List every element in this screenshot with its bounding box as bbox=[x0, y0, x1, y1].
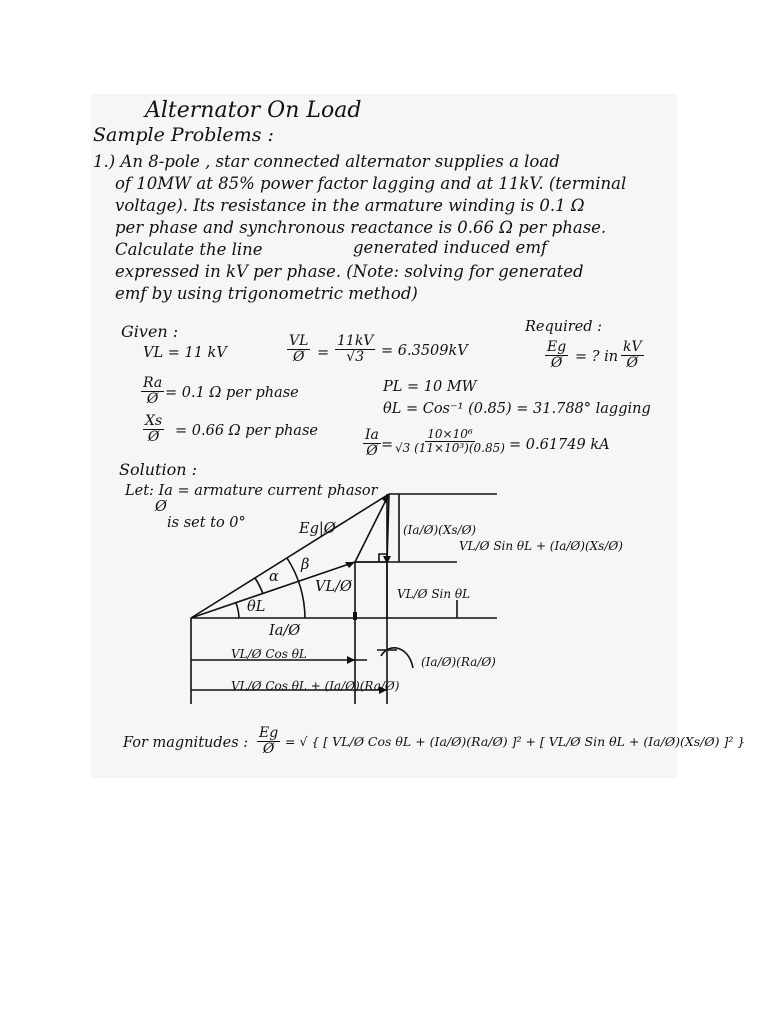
problem-line-6: expressed in kV per phase. (Note: solving for generated bbox=[115, 262, 584, 281]
vl-sin-plus-label: VL/Ø Sin θL + (Ia/Ø)(Xs/Ø) bbox=[459, 539, 623, 553]
given-vphase-result: = 6.3509kV bbox=[381, 343, 468, 359]
vl-phasor-label: VL/Ø bbox=[315, 579, 352, 595]
given-label: Given : bbox=[121, 322, 179, 341]
required-unit-fraction: $\frac{kV}{Ø}$ bbox=[623, 339, 642, 371]
required-eg-fraction: $\frac{Eg}{Ø}$ bbox=[547, 339, 567, 371]
problem-line-3: voltage). Its resistance in the armature winding is 0.1 Ω bbox=[115, 196, 585, 215]
problem-line-5b: generated induced emf bbox=[353, 238, 548, 257]
cos-arrowhead bbox=[347, 656, 355, 664]
solution-let-den: Ø bbox=[155, 499, 167, 515]
given-vl: VL = 11 kV bbox=[143, 345, 227, 361]
vl-cos-plus-label: VL/Ø Cos θL + (Ia/Ø)(Ra/Ø) bbox=[231, 679, 400, 693]
solution-let-line: Let: Ia = armature current phasor bbox=[125, 483, 378, 499]
phasor-diagram bbox=[91, 94, 677, 778]
vl-foot-marker bbox=[353, 612, 357, 620]
required-eg-text: = ? in bbox=[575, 349, 619, 365]
vl-sin-label: VL/Ø Sin θL bbox=[397, 587, 471, 601]
page-title: Alternator On Load bbox=[145, 98, 362, 123]
theta-arc bbox=[236, 603, 239, 618]
vl-cos-label: VL/Ø Cos θL bbox=[231, 647, 307, 661]
given-xs-value: = 0.66 Ω per phase bbox=[175, 423, 318, 439]
given-theta: θL = Cos⁻¹ (0.85) = 31.788° lagging bbox=[383, 401, 651, 417]
problem-line-1: 1.) An 8-pole , star connected alternator supplies a load bbox=[93, 152, 560, 171]
problem-line-4: per phase and synchronous reactance is 0.66 Ω per phase. bbox=[115, 218, 607, 237]
solution-let-line-2: is set to 0° bbox=[167, 515, 246, 531]
problem-line-5a: Calculate the line bbox=[115, 240, 263, 259]
given-ra-value: = 0.1 Ω per phase bbox=[165, 385, 299, 401]
theta-label: θL bbox=[247, 599, 266, 615]
alpha-arc bbox=[255, 578, 263, 594]
given-ra-fraction: $\frac{Ra}{Ø}$ bbox=[143, 375, 163, 407]
ia-phasor-label: Ia/Ø bbox=[269, 623, 301, 639]
given-ia-equals: = bbox=[381, 437, 394, 453]
alpha-label: α bbox=[269, 569, 279, 585]
given-xs-fraction: $\frac{Xs}{Ø}$ bbox=[145, 413, 163, 445]
given-ia-result: = 0.61749 kA bbox=[509, 437, 610, 453]
magnitude-label: For magnitudes : bbox=[123, 735, 249, 751]
eg-phasor-line bbox=[191, 494, 389, 618]
given-vphase-rhs-fraction: $\frac{11kV}{√3}$ bbox=[337, 333, 374, 365]
solution-label: Solution : bbox=[119, 460, 197, 479]
ia-ra-label: (Ia/Ø)(Ra/Ø) bbox=[421, 655, 496, 669]
given-vphase-equals: = bbox=[317, 345, 330, 361]
ia-xs-label: (Ia/Ø)(Xs/Ø) bbox=[403, 523, 477, 537]
beta-label: β bbox=[301, 557, 310, 573]
given-pl: PL = 10 MW bbox=[383, 379, 477, 395]
handwritten-page bbox=[91, 94, 746, 778]
given-vphase-fraction: $\frac{VL}{Ø}$ bbox=[289, 333, 309, 365]
ra-leader-line bbox=[381, 648, 413, 668]
section-heading: Sample Problems : bbox=[93, 124, 274, 146]
magnitude-formula: = √ { [ VL/Ø Cos θL + (Ia/Ø)(Ra/Ø) ]² + [ VL/Ø Sin θL + (Ia/Ø)(Xs/Ø) ]² } bbox=[285, 734, 746, 749]
given-ia-calc-fraction: $\frac{\text{10×10⁶}}{\text{√3 (11×10³)(0.85)}}$ bbox=[395, 427, 505, 455]
eg-phasor-label: Eg|Ø bbox=[299, 521, 336, 537]
given-ia-fraction: $\frac{Ia}{Ø}$ bbox=[365, 427, 379, 459]
problem-line-2: of 10MW at 85% power factor lagging and at 11kV. (terminal bbox=[115, 174, 627, 193]
magnitude-lhs-fraction: $\frac{Eg}{Ø}$ bbox=[259, 725, 279, 757]
required-label: Required : bbox=[525, 319, 603, 335]
problem-line-7: emf by using trigonometric method) bbox=[115, 284, 418, 303]
